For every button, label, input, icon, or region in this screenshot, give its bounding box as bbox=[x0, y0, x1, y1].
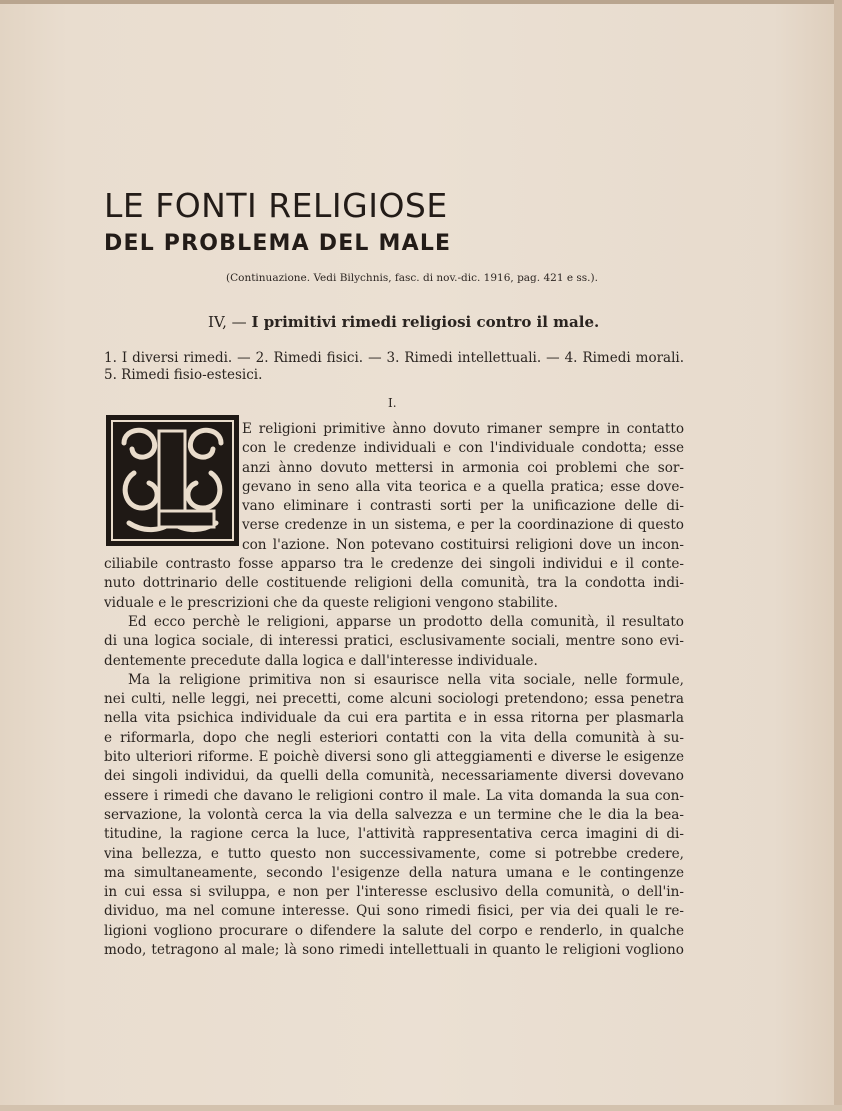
paragraph-3-line: ligioni vogliono procurare o difendere la salute del corpo e renderlo, in qualche bbox=[104, 922, 684, 939]
paragraph-1-line: verse credenze in un sistema, e per la coordinazione di questo bbox=[242, 517, 684, 534]
paragraph-1-line: ciliabile contrasto fosse apparso tra le credenze dei singoli individui e il conte- bbox=[104, 556, 684, 573]
paragraph-3-line: servazione, la volontà cerca la via della salvezza e un termine che le dia la bea- bbox=[104, 806, 684, 823]
paragraph-1-line: viduale e le prescrizioni che da queste religioni vengono stabilite. bbox=[104, 594, 558, 611]
section-title: I primitivi rimedi religiosi contro il male. bbox=[251, 313, 600, 331]
paragraph-1-line: vano eliminare i contrasti sorti per la unificazione delle di- bbox=[242, 498, 684, 515]
paragraph-3-line: bito ulteriori riforme. E poichè diversi sono gli atteggiamenti e diverse le esigenze bbox=[104, 749, 684, 766]
paragraph-2-line: Ed ecco perchè le religioni, apparse un prodotto della comunità, il resultato bbox=[128, 613, 684, 630]
paragraph-1-line: gevano in seno alla vita teorica e a quella pratica; esse dove- bbox=[242, 478, 684, 495]
paragraph-1-line: con l'azione. Non potevano costituirsi religioni dove un incon- bbox=[242, 536, 684, 553]
section-number: IV, — bbox=[208, 313, 247, 331]
paragraph-3-line: Ma la religione primitiva non si esaurisce nella vita sociale, nelle formule, bbox=[128, 671, 684, 688]
paragraph-3-line: e riformarla, dopo che negli esteriori contatti con la vita della comunità à su- bbox=[104, 729, 684, 746]
article-body bbox=[104, 420, 684, 960]
summary-line-2: 5. Rimedi fisio-estesici. bbox=[104, 367, 263, 383]
paragraph-1-line: con le credenze individuali e con l'individuale condotta; esse bbox=[242, 440, 684, 457]
paragraph-3-line: vina bellezza, e tutto questo non successivamente, come si potrebbe credere, bbox=[104, 845, 684, 862]
article-title: LE FONTI RELIGIOSE bbox=[104, 186, 448, 225]
continuation-note: (Continuazione. Vedi Bilychnis, fasc. di nov.-dic. 1916, pag. 421 e ss.). bbox=[226, 272, 598, 284]
article-subtitle: DEL PROBLEMA DEL MALE bbox=[104, 231, 452, 256]
summary-line-1: 1. I diversi rimedi. — 2. Rimedi fisici. — 3. Rimedi intellettuali. — 4. Rimedi morali. bbox=[104, 350, 684, 366]
paragraph-1-line: anzi ànno dovuto mettersi in armonia coi problemi che sor- bbox=[242, 459, 684, 476]
section-heading bbox=[208, 313, 599, 331]
section-summary bbox=[104, 350, 684, 384]
paragraph-2-line: di una logica sociale, di interessi pratici, esclusivamente sociali, mentre sono evi- bbox=[104, 633, 684, 650]
paragraph-3-line: nei culti, nelle leggi, nei precetti, come alcuni sociologi pretendono; essa penetra bbox=[104, 691, 684, 708]
paragraph-3-line: essere i rimedi che davano le religioni contro il male. La vita domanda la sua con- bbox=[104, 787, 684, 804]
paragraph-3-line: titudine, la ragione cerca la luce, l'attività rappresentativa cerca imagini di di- bbox=[104, 826, 684, 843]
page-bottom-edge bbox=[0, 1105, 842, 1111]
paragraph-3-line: modo, tetragono al male; là sono rimedi intellettuali in quanto le religioni vogliono bbox=[104, 942, 684, 959]
paragraph-3-line: nella vita psichica individuale da cui era partita e in essa ritorna per plasmarla bbox=[104, 710, 684, 727]
paragraph-3-line: dividuo, ma nel comune interesse. Qui sono rimedi fisici, per via dei quali le re- bbox=[104, 903, 684, 920]
page-right-edge bbox=[834, 0, 842, 1111]
paragraph-3-line: ma simultaneamente, secondo l'esigenze della natura umana e le contingenze bbox=[104, 864, 684, 881]
paragraph-1-line: E religioni primitive ànno dovuto rimaner sempre in contatto bbox=[242, 421, 684, 437]
subsection-number: I. bbox=[388, 396, 397, 410]
paragraph-3-line: dei singoli individui, da quelli della comunità, necessariamente diversi dovevano bbox=[104, 768, 684, 785]
svg-text:L: L bbox=[171, 497, 173, 498]
paragraph-1-line: nuto dottrinario delle costituende religioni della comunità, tra la condotta indi- bbox=[104, 575, 684, 592]
page-top-edge bbox=[0, 0, 842, 4]
paragraph-2-line: dentemente precedute dalla logica e dall'interesse individuale. bbox=[104, 652, 538, 669]
paragraph-3-line: in cui essa si sviluppa, e non per l'interesse esclusivo della comunità, o dell'in- bbox=[104, 884, 684, 901]
